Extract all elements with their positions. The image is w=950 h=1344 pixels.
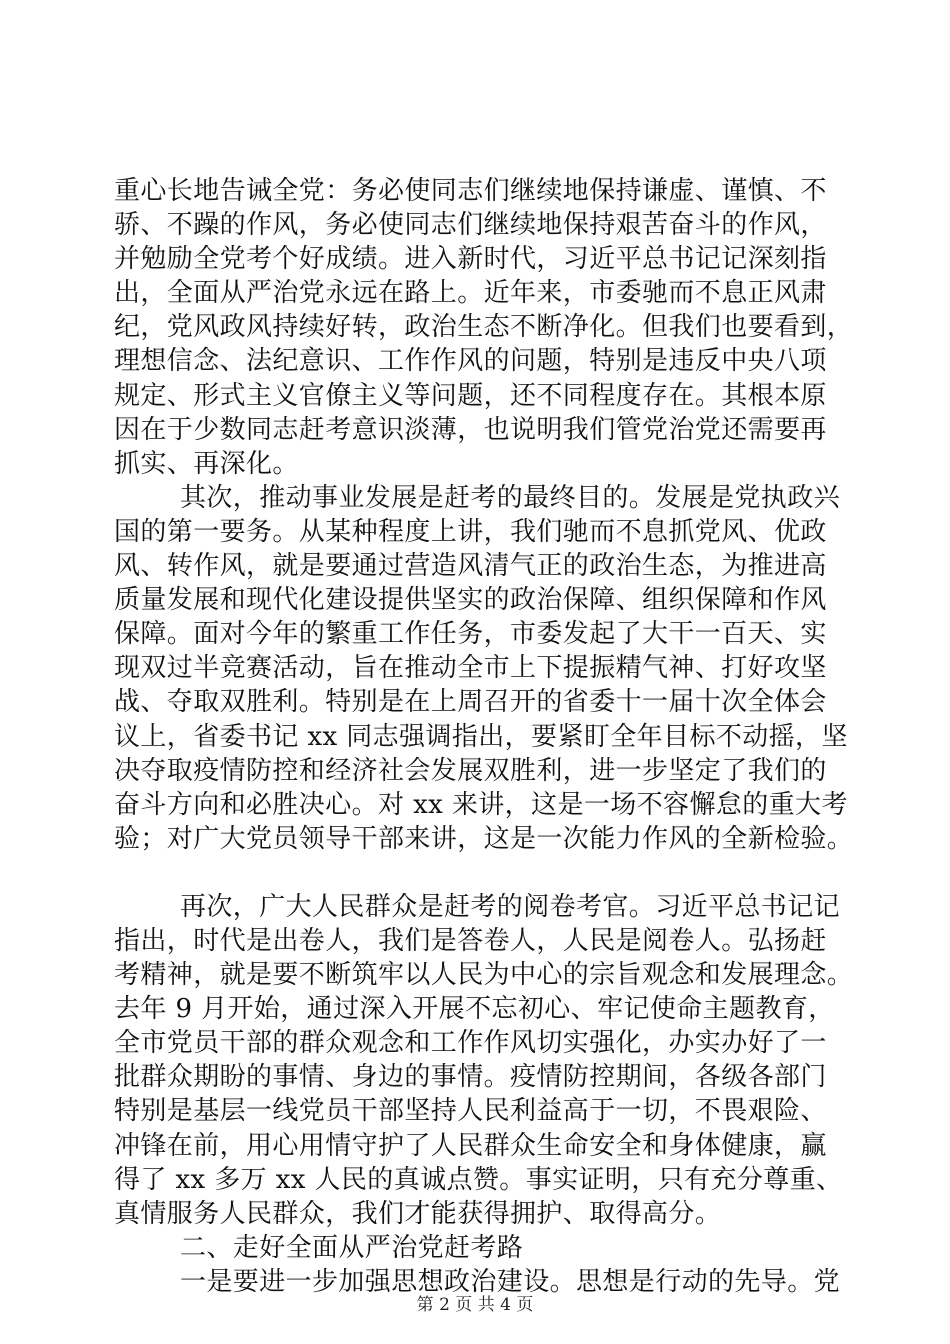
text-line: 特别是基层一线党员干部坚持人民利益高于一切，不畏艰险、 (114, 1096, 827, 1127)
text-line: 验；对广大党员领导干部来讲，这是一次能力作风的全新检验。 (114, 823, 854, 854)
document-body (114, 174, 854, 1299)
text-line: 出，全面从严治党永远在路上。近年来，市委驰而不息正风肃 (114, 278, 827, 309)
text-line: 抓实、再深化。 (114, 448, 299, 479)
text-line: 考精神，就是要不断筑牢以人民为中心的宗旨观念和发展理念。 (114, 960, 854, 991)
text-line: 风、转作风，就是要通过营造风清气正的政治生态，为推进高 (114, 551, 827, 582)
text-line: 指出，时代是出卷人，我们是答卷人，人民是阅卷人。弘扬赶 (114, 925, 827, 956)
text-line: 全市党员干部的群众观念和工作作风切实强化，办实办好了一 (114, 1028, 827, 1059)
paragraph (114, 481, 854, 856)
paragraph (114, 174, 854, 481)
paragraph (114, 1231, 844, 1265)
text-line: 因在于少数同志赶考意识淡薄，也说明我们管党治党还需要再 (114, 414, 827, 445)
text-line: 冲锋在前，用心用情守护了人民群众生命安全和身体健康，赢 (114, 1130, 827, 1161)
paragraph-gap (114, 856, 844, 890)
text-line: 并勉励全党考个好成绩。进入新时代，习近平总书记记深刻指 (114, 244, 827, 275)
text-line: 得了 xx 多万 xx 人民的真诚点赞。事实证明，只有充分尊重、 (114, 1164, 843, 1195)
text-line: 其次，推动事业发展是赶考的最终目的。发展是党执政兴 (180, 482, 841, 513)
text-line: 再次，广大人民群众是赶考的阅卷考官。习近平总书记记 (180, 891, 841, 922)
text-line: 纪，党风政风持续好转，政治生态不断净化。但我们也要看到， (114, 312, 854, 343)
page-footer: 第 2 页 共 4 页 (416, 1295, 534, 1315)
text-line: 理想信念、法纪意识、工作作风的问题，特别是违反中央八项 (114, 346, 827, 377)
text-line: 战、夺取双胜利。特别是在上周召开的省委十一届十次全体会 (114, 687, 827, 718)
text-line: 规定、形式主义官僚主义等问题，还不同程度存在。其根本原 (114, 380, 827, 411)
text-line: 一是要进一步加强思想政治建设。思想是行动的先导。党 (180, 1266, 841, 1297)
text-line: 保障。面对今年的繁重工作任务，市委发起了大干一百天、实 (114, 619, 827, 650)
paragraph (114, 890, 854, 1231)
text-line: 现双过半竞赛活动，旨在推动全市上下提振精气神、打好攻坚 (114, 653, 827, 684)
text-line: 议上，省委书记 xx 同志强调指出，要紧盯全年目标不动摇，坚 (114, 721, 848, 752)
text-line: 真情服务人民群众，我们才能获得拥护、取得高分。 (114, 1198, 722, 1229)
text-line: 决夺取疫情防控和经济社会发展双胜利，进一步坚定了我们的 (114, 755, 827, 786)
text-line: 质量发展和现代化建设提供坚实的政治保障、组织保障和作风 (114, 585, 827, 616)
text-line: 二、走好全面从严治党赶考路 (180, 1232, 524, 1263)
text-line: 批群众期盼的事情、身边的事情。疫情防控期间，各级各部门 (114, 1062, 827, 1093)
text-line: 国的第一要务。从某种程度上讲，我们驰而不息抓党风、优政 (114, 516, 827, 547)
text-line: 奋斗方向和必胜决心。对 xx 来讲，这是一场不容懈怠的重大考 (114, 789, 848, 820)
text-line: 重心长地告诫全党：务必使同志们继续地保持谦虚、谨慎、不 (114, 176, 827, 206)
text-line: 骄、不躁的作风，务必使同志们继续地保持艰苦奋斗的作风， (114, 210, 827, 241)
text-line: 去年 9 月开始，通过深入开展不忘初心、牢记使命主题教育， (114, 994, 835, 1025)
